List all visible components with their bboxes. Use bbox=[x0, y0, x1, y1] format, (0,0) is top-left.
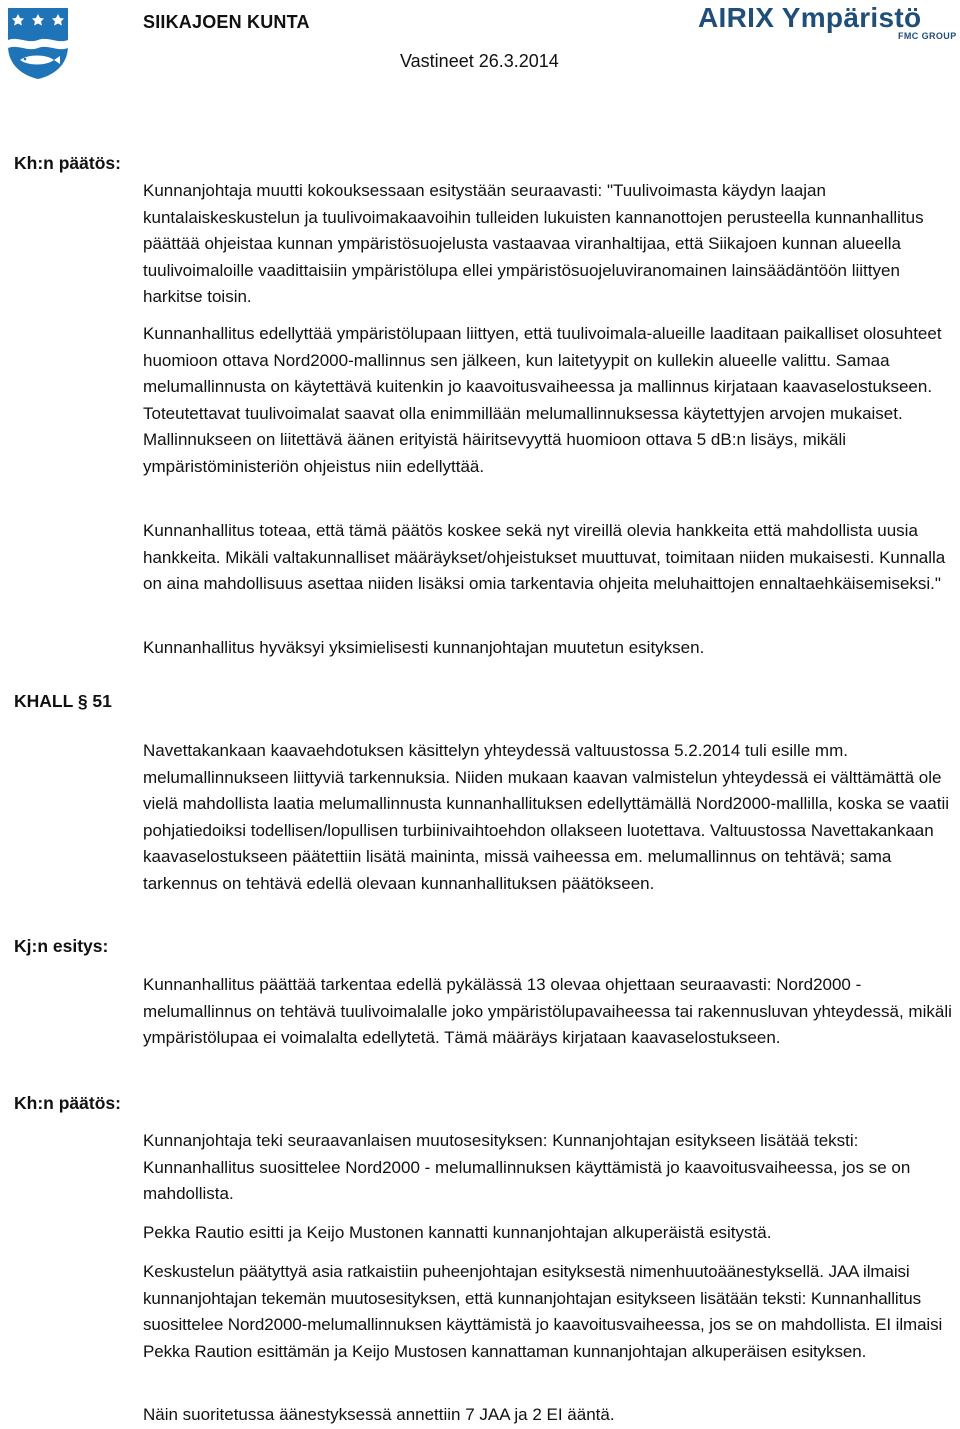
section-label-kh-paatos: Kh:n päätös: bbox=[14, 153, 121, 173]
paragraph-8: Pekka Rautio esitti ja Keijo Mustonen kannatti kunnanjohtajan alkuperäistä esitystä. bbox=[143, 1223, 772, 1242]
section-label-kh-paatos-2: Kh:n päätös: bbox=[14, 1093, 121, 1113]
section-label-kj-esitys: Kj:n esitys: bbox=[14, 936, 109, 956]
paragraph-2: Kunnanhallitus edellyttää ympäristölupaan liittyen, että tuulivoimala-alueille laaditaan paikalliset olosuhteet huomioon ottava Nord2000-mallinnus sen jälkeen, kun laitetyypit on kullekin alueelle valittu. Samaa melumallinnusta on käytettävä kuitenkin jo kaavoitusvaiheessa ja mallinnus kirjataan kaavaselostukseen. Toteutettavat tuulivoimalat saavat olla enimmillään melumallinnuksessa käytettyjen arvojen mukaiset. Mallinnukseen on liitettävä äänen erityistä häiritsevyyttä huomioon ottava 5 dB:n lisäys, mikäli ympäristöministeriön ohjeistus niin edellyttää. bbox=[143, 324, 942, 476]
paragraph-10: Näin suoritetussa äänestyksessä annettiin 7 JAA ja 2 EI ääntä. bbox=[143, 1405, 615, 1424]
paragraph-3: Kunnanhallitus toteaa, että tämä päätös koskee sekä nyt vireillä olevia hankkeita että mahdollista uusia hankkeita. Mikäli valtakunnalliset määräykset/ohjeistukset muuttuvat, toimitaan niiden mukaisesti. Kunnalla on aina mahdollisuus asettaa niiden lisäksi omia tarkentavia ohjeita meluhaittojen ennaltaehkäisemiseksi." bbox=[143, 521, 946, 593]
brand-logo-text: AIRIX Ympäristö bbox=[698, 2, 922, 33]
paragraph-5: Navettakankaan kaavaehdotuksen käsittelyn yhteydessä valtuustossa 5.2.2014 tuli esille mm. melumallinnukseen liittyviä tarkennuksia. Niiden mukaan kaavan valmistelun yhteydessä ei välttämättä ole vielä mahdollista laatia melumallinnusta kunnanhallituksen edellyttämällä Nord2000-mallilla, koska se vaatii pohjatiedoiksi todellisen/lopullisen turbiinivaihtoehdon ollakseen luotettava. Valtuustossa Navettakankaan kaavaselostukseen päätettiin lisätä maininta, missä vaiheessa em. melumallinnus on tehtävä; sama tarkennus on tehtävä edellä olevaan kunnanhallituksen päätökseen. bbox=[143, 741, 950, 893]
document-date: Vastineet 26.3.2014 bbox=[400, 51, 559, 71]
section-label-khall: KHALL § 51 bbox=[14, 691, 112, 711]
brand-logo-subtitle: FMC GROUP bbox=[898, 31, 957, 41]
paragraph-1: Kunnanjohtaja muutti kokouksessaan esitystään seuraavasti: "Tuulivoimasta käydyn laajan kuntalaiskeskustelun ja tuulivoimakaavoihin tulleiden lukuisten kannanottojen perusteella kunnanhallitus päättää ohjeistaa kunnan ympäristösuojelusta vastaavaa viranhaltijaa, että Siikajoen kunnan alueella tuulivoimaloille vaadittaisiin ympäristölupa ellei ympäristösuojeluviranomainen lainsäädäntöön liittyen harkitse toisin. bbox=[143, 181, 924, 306]
organization-name: SIIKAJOEN KUNTA bbox=[143, 12, 310, 32]
paragraph-4: Kunnanhallitus hyväksyi yksimielisesti kunnanjohtajan muutetun esityksen. bbox=[143, 638, 705, 657]
paragraph-6: Kunnanhallitus päättää tarkentaa edellä pykälässä 13 olevaa ohjettaan seuraavasti: Nord2000 -melumallinnus on tehtävä tuulivoimalalle joko ympäristölupavaiheessa tai rakennusluvan yhteydessä, mikäli ympäristölupaa ei voimalalta edellytetä. Tämä määräys kirjataan kaavaselostukseen. bbox=[143, 975, 952, 1047]
paragraph-7: Kunnanjohtaja teki seuraavanlaisen muutosesityksen: Kunnanjohtajan esitykseen lisätää teksti: Kunnanhallitus suosittelee Nord2000 - melumallinnuksen käyttämistä jo kaavoitusvaiheessa, jos se on mahdollista. bbox=[143, 1131, 911, 1203]
paragraph-9: Keskustelun päätyttyä asia ratkaistiin puheenjohtajan esityksestä nimenhuutoäänestyksellä. JAA ilmaisi kunnanjohtajan tekemän muutosesityksen, että kunnanjohtajan esitykseen lisätään teksti: Kunnanhallitus suosittelee Nord2000-melumallinnuksen käyttämistä jo kaavoitusvaiheessa, jos se on mahdollista. EI ilmaisi Pekka Raution esittämän ja Keijo Mustosen kannattaman kunnanjohtajan alkuperäisen esityksen. bbox=[143, 1262, 943, 1361]
municipal-coat-of-arms-icon bbox=[6, 6, 70, 80]
